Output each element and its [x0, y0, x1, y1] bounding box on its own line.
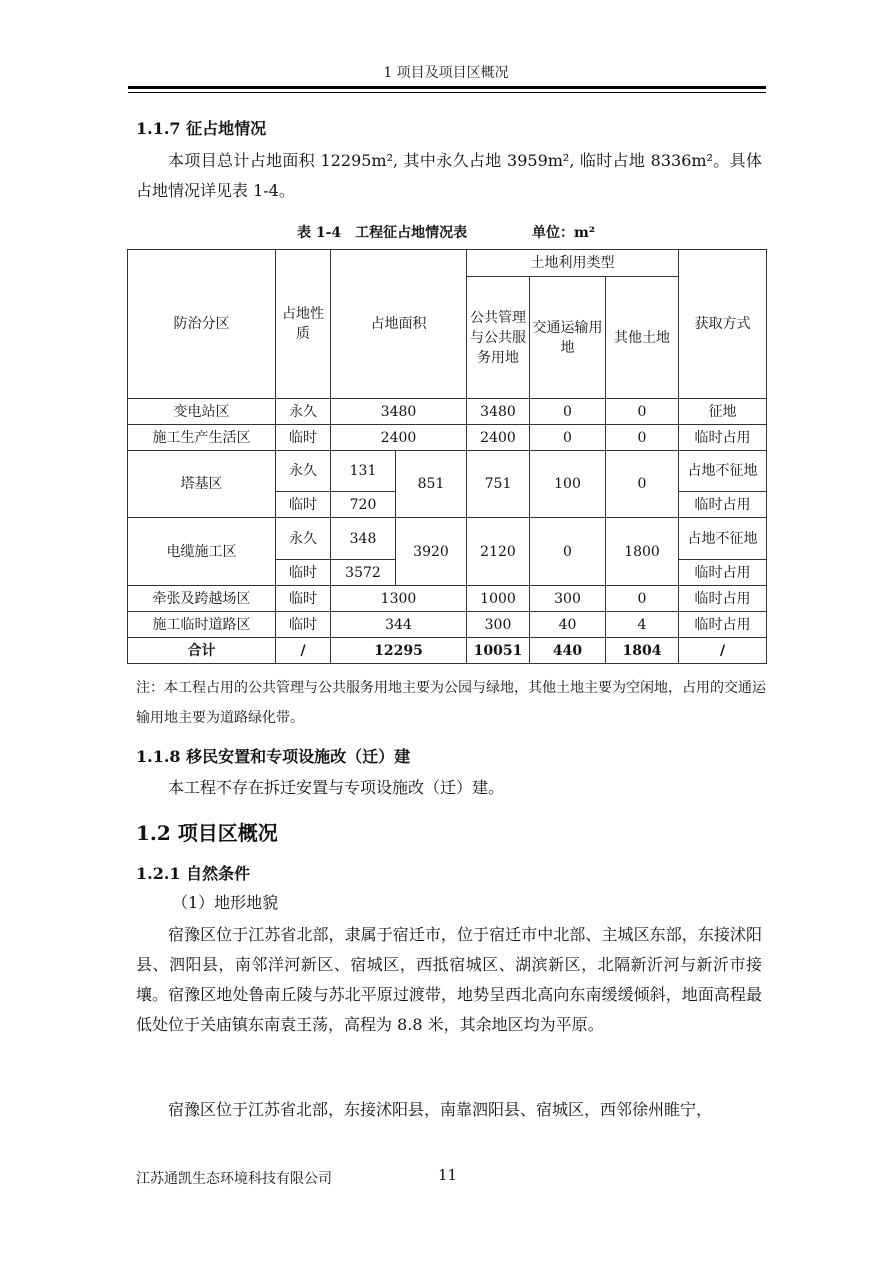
cell-area-total: 3920 — [396, 518, 467, 586]
land-occupation-table — [127, 249, 767, 664]
header-other: 其他土地 — [606, 277, 679, 399]
header-land-use-group: 土地利用类型 — [467, 250, 679, 277]
cell-other: 1800 — [606, 518, 679, 586]
section-heading-1-1-7: 1.1.7 征占地情况 — [136, 119, 267, 138]
cell-public: 10051 — [467, 638, 530, 664]
cell-area: 348 — [331, 518, 396, 560]
cell-public: 751 — [467, 451, 530, 518]
cell-acquisition: / — [679, 638, 767, 664]
header-transport: 交通运输用地 — [530, 277, 606, 399]
section-heading-1-1-8: 1.1.8 移民安置和专项设施改（迁）建 — [136, 747, 411, 766]
cell-zone: 塔基区 — [128, 451, 276, 518]
cell-area: 720 — [331, 492, 396, 518]
cell-nature: 临时 — [276, 425, 331, 451]
header-nature: 占地性质 — [276, 250, 331, 399]
cell-zone: 变电站区 — [128, 399, 276, 425]
cell-other: 0 — [606, 425, 679, 451]
cell-area: 3480 — [331, 399, 467, 425]
table-row — [128, 612, 767, 638]
table-row — [128, 518, 767, 560]
table-total-row — [128, 638, 767, 664]
cell-transport: 300 — [530, 586, 606, 612]
cell-area: 3572 — [331, 560, 396, 586]
cell-transport: 0 — [530, 399, 606, 425]
cell-transport: 0 — [530, 425, 606, 451]
cell-public: 2400 — [467, 425, 530, 451]
header-row — [128, 250, 767, 277]
subheading-terrain: （1）地形地貌 — [172, 893, 279, 912]
cell-zone: 施工临时道路区 — [128, 612, 276, 638]
table-row — [128, 425, 767, 451]
section-1-1-8-paragraph: 本工程不存在拆迁安置与专项设施改（迁）建。 — [168, 778, 505, 797]
terrain-paragraph-2: 宿豫区位于江苏省北部，东接沭阳县，南靠泗阳县、宿城区，西邻徐州睢宁， — [168, 1100, 713, 1119]
cell-acquisition: 占地不征地 — [679, 451, 767, 492]
cell-public: 2120 — [467, 518, 530, 586]
cell-other: 0 — [606, 399, 679, 425]
cell-acquisition: 占地不征地 — [679, 518, 767, 560]
cell-zone: 合计 — [128, 638, 276, 664]
header-area: 占地面积 — [331, 250, 467, 399]
cell-nature: 永久 — [276, 518, 331, 560]
cell-nature: 临时 — [276, 492, 331, 518]
cell-area-total: 851 — [396, 451, 467, 518]
section-heading-1-2-1: 1.2.1 自然条件 — [136, 864, 251, 883]
header-acquisition: 获取方式 — [679, 250, 767, 399]
cell-public: 1000 — [467, 586, 530, 612]
cell-transport: 0 — [530, 518, 606, 586]
page-number: 11 — [438, 1166, 458, 1184]
cell-area: 131 — [331, 451, 396, 492]
cell-acquisition: 临时占用 — [679, 425, 767, 451]
cell-transport: 40 — [530, 612, 606, 638]
cell-other: 1804 — [606, 638, 679, 664]
cell-transport: 440 — [530, 638, 606, 664]
running-header: 1 项目及项目区概况 — [383, 65, 509, 81]
table-caption — [0, 222, 892, 242]
table-row — [128, 451, 767, 492]
cell-area: 12295 — [331, 638, 467, 664]
cell-acquisition: 临时占用 — [679, 560, 767, 586]
table-title: 表 1-4 工程征占地情况表 — [297, 225, 468, 241]
header-zone: 防治分区 — [128, 250, 276, 399]
terrain-paragraph-1: 宿豫区位于江苏省北部，隶属于宿迁市，位于宿迁市中北部、主城区东部，东接沭阳县、泗阳县，南邻洋河新区、宿城区，西抵宿城区、湖滨新区，北隔新沂河与新沂市接壤。宿豫区地处鲁南丘陵与苏北平原过渡带，地势呈西北高向东南缓缓倾斜，地面高程最低处位于关庙镇东南袁王荡，高程为 8.8 米，其余地区均为平原。 — [136, 925, 762, 1034]
table-row — [128, 399, 767, 425]
cell-area: 2400 — [331, 425, 467, 451]
table-row — [128, 586, 767, 612]
cell-acquisition: 临时占用 — [679, 586, 767, 612]
footer-company: 江苏通凯生态环境科技有限公司 — [136, 1171, 332, 1187]
cell-nature: 临时 — [276, 560, 331, 586]
table-note: 注：本工程占用的公共管理与公共服务用地主要为公园与绿地，其他土地主要为空闲地，占用的交通运输用地主要为道路绿化带。 — [136, 680, 766, 726]
cell-zone: 电缆施工区 — [128, 518, 276, 586]
table-unit: 单位：m² — [532, 225, 595, 241]
section-heading-1-2: 1.2 项目区概况 — [136, 821, 278, 845]
cell-nature: 永久 — [276, 451, 331, 492]
cell-acquisition: 征地 — [679, 399, 767, 425]
cell-other: 4 — [606, 612, 679, 638]
cell-other: 0 — [606, 586, 679, 612]
cell-nature: 永久 — [276, 399, 331, 425]
cell-nature: / — [276, 638, 331, 664]
cell-public: 300 — [467, 612, 530, 638]
header-public: 公共管理与公共服务用地 — [467, 277, 530, 399]
cell-public: 3480 — [467, 399, 530, 425]
cell-nature: 临时 — [276, 586, 331, 612]
section-1-1-7-paragraph: 本项目总计占地面积 12295m², 其中永久占地 3959m², 临时占地 8336m²。具体占地情况详见表 1-4。 — [136, 151, 762, 200]
cell-transport: 100 — [530, 451, 606, 518]
header-rule-thick — [128, 86, 766, 89]
header-rule-thin — [128, 92, 766, 93]
cell-area: 1300 — [331, 586, 467, 612]
cell-area: 344 — [331, 612, 467, 638]
cell-other: 0 — [606, 451, 679, 518]
cell-acquisition: 临时占用 — [679, 612, 767, 638]
cell-zone: 施工生产生活区 — [128, 425, 276, 451]
cell-nature: 临时 — [276, 612, 331, 638]
cell-zone: 牵张及跨越场区 — [128, 586, 276, 612]
cell-acquisition: 临时占用 — [679, 492, 767, 518]
